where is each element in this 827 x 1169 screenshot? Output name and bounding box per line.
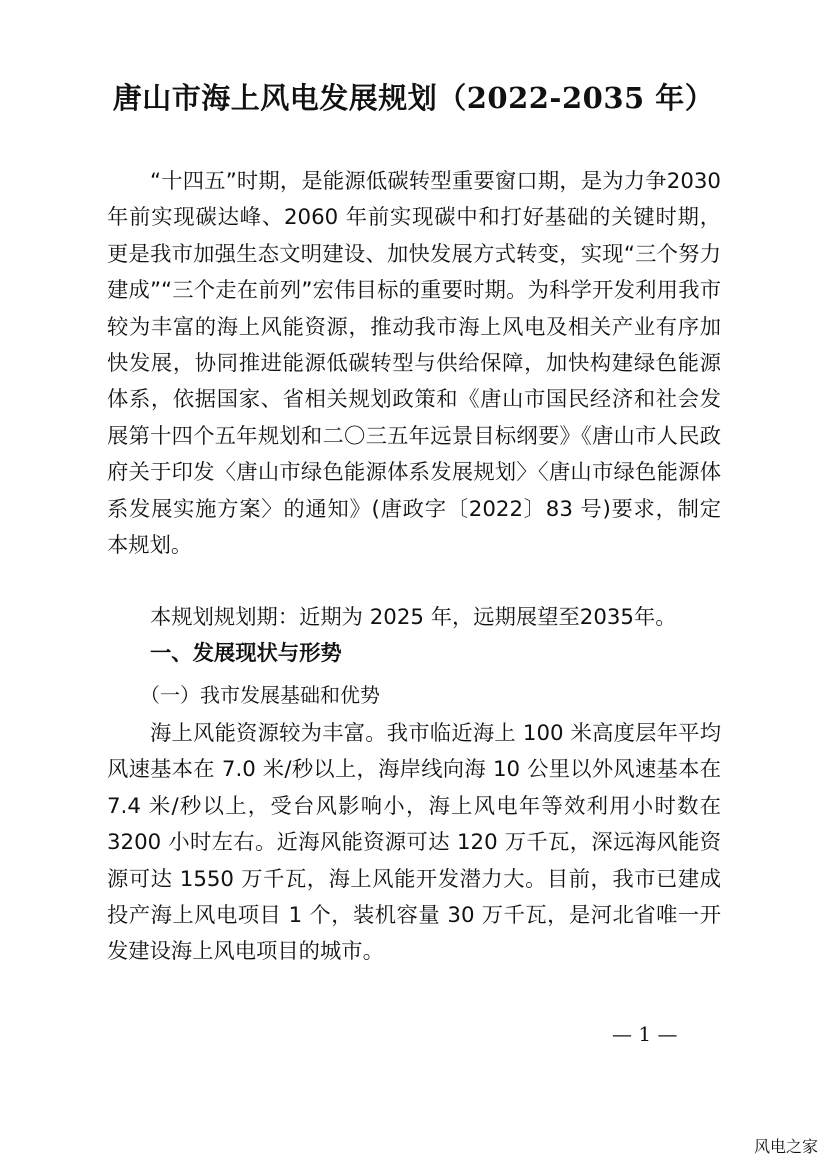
watermark: 风电之家 [753,1137,818,1156]
subsection-heading: （一）我市发展基础和优势 [140,683,380,707]
document-title: 唐山市海上风电发展规划（2022-2035 年） [112,81,715,115]
page-number-text: — 1 — [612,1022,678,1046]
intro-paragraph: “十四五”时期，是能源低碳转型重要窗口期，是为力争2030 年前实现碳达峰、2060 年前实现碳中和打好基础的关键时期，更是我市加强生态文明建设、加快发展方式转变，实现“三个努力建成”“三个走在前列”宏伟目标的重要时期。为科学开发利用我市较为丰富的海上风能资源，推动我市海上风电及相关产业有序加快发展，协同推进能源低碳转型与供给保障，加快构建绿色能源体系，依据国家、省相关规划政策和《唐山市国民经济和社会发展第十四个五年规划和二〇三五年远景目标纲要》《唐山市人民政府关于印发〈唐山市绿色能源体系发展规划〉〈唐山市绿色能源体系发展实施方案〉的通知》(唐政字〔2022〕83 号)要求，制定本规划。 [107,169,721,559]
wind-resource-paragraph: 海上风能资源较为丰富。我市临近海上 100 米高度层年平均风速基本在 7.0 米/秒以上，海岸线向海 10 公里以外风速基本在 7.4 米/秒以上，受台风影响小，海上风电年等效利用小时数在 3200 小时左右。近海风能资源可达 120 万千瓦，深远海风能资源可达 1550 万千瓦，海上风能开发潜力大。目前，我市已建成投产海上风电项目 1 个，装机容量 30 万千瓦，是河北省唯一开发建设海上风电项目的城市。 [107,721,721,965]
planning-period-paragraph: 本规划规划期：近期为 2025 年，远期展望至2035年。 [150,605,677,630]
section-heading: 一、发展现状与形势 [150,641,342,666]
